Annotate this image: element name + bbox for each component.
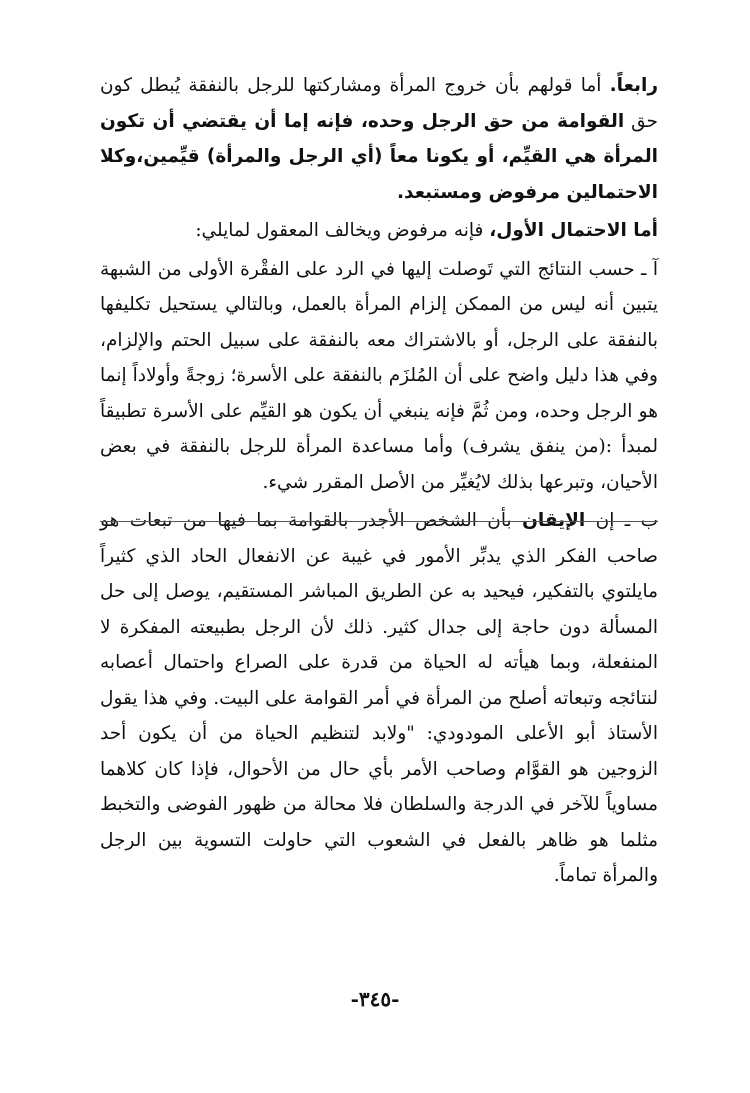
- paragraph-bold-text: القوامة من حق الرجل وحده، فإنه إما أن يقتضي أن تكون المرأة هي القيِّم، أو يكونا معاً (أي الرجل والمرأة) قيِّمين،وكلا الاحتمالين مرفوض ومستبعد.: [100, 110, 658, 203]
- paragraph-first-possibility: [100, 213, 658, 249]
- section-divider: [100, 521, 658, 522]
- document-body: [100, 68, 658, 897]
- paragraph-point-b: [100, 503, 658, 894]
- paragraph-text: فإنه مرفوض ويخالف المعقول لمايلي:: [195, 220, 490, 241]
- paragraph-text: بأن الشخص الأجدر بالقوامة بما فيها من تبعات هو صاحب الفكر الذي يدبِّر الأمور في غيبة عن الانفعال الحاد الذي كثيراً مايلتوي بالتفكير، فيحيد به عن الطريق المباشر المستقيم، يوصل إلى حل المسألة دون حاجة إلى جدال كثير. ذلك لأن الرجل بطبيعته المفكرة لا المنفعلة، وبما هيأته له الحياة من قدرة على الصراع واحتمال أعصابه لنتائجه وتبعاته أصلح من المرأة في أمر القوامة على البيت. وفي هذا يقول الأستاذ أبو الأعلى المودودي: "ولابد لتنظيم الحياة من أن يكون أحد الزوجين هو القوَّام وصاحب الأمر بأي حال من الأحوال، فإذا كان كلاهما مساوياً للآخر في الدرجة والسلطان فلا محالة من ظهور الفوضى والتخبط مثلما هو ظاهر بالفعل في الشعوب التي حاولت التسوية بين الرجل والمرأة تماماً.: [100, 510, 658, 886]
- paragraph-text: أما قولهم بأن خروج المرأة ومشاركتها للرجل بالنفقة يُبطل كون حق: [100, 75, 658, 132]
- paragraph-point-a: [100, 252, 658, 501]
- paragraph-lead: رابعاً.: [609, 75, 658, 96]
- page-number: -٣٤٥-: [350, 987, 400, 1011]
- paragraph-prefix: ب ـ إن: [585, 510, 658, 531]
- paragraph-lead: أما الاحتمال الأول،: [489, 220, 658, 241]
- paragraph-rabian: [100, 68, 658, 210]
- paragraph-lead: الإيقان: [522, 510, 586, 531]
- paragraph-text: آ ـ حسب النتائج التي تَوصلت إليها في الرد على الفقْرة الأولى من الشبهة يتبين أنه ليس من الممكن إلزام المرأة بالعمل، وبالتالي يستحيل تكليفها بالنفقة على الرجل، أو بالاشتراك معه بالنفقة على سبيل الحتم والإلزام، وفي هذا دليل واضح على أن المُلزَم بالنفقة على الأسرة؛ زوجةً وأولاداً إنما هو الرجل وحده، ومن ثُمَّ فإنه ينبغي أن يكون هو القيِّم على الأسرة تطبيقاً لمبدأ :(من ينفق يشرف) وأما مساعدة المرأة للرجل بالنفقة في بعض الأحيان، وتبرعها بذلك لايُغيِّر من الأصل المقرر شيء.: [100, 258, 659, 493]
